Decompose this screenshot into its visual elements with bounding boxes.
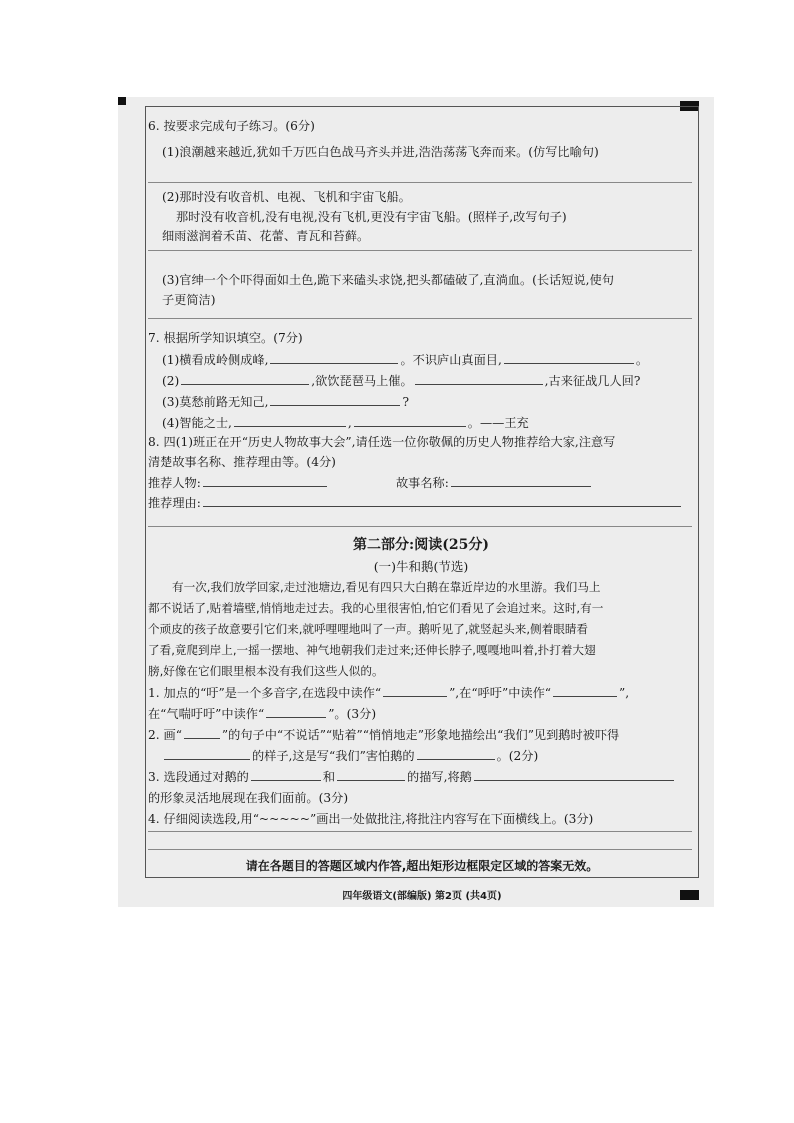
q8-story-blank[interactable] [451, 485, 591, 487]
q7-item2-text-a: (2) [162, 374, 180, 388]
q6-part2-example: 那时没有收音机,没有电视,没有飞机,更没有宇宙飞船。(照样子,改写句子) [176, 210, 567, 224]
q6-title: 6. 按要求完成句子练习。(6分) [148, 119, 315, 133]
rq3-text-c: 的描写,将鹅 [407, 770, 472, 784]
q7-item2-text-c: ,古来征战几人回? [544, 374, 641, 388]
q8-line2: 清楚故事名称、推荐理由等。(4分) [148, 455, 336, 469]
q7-item4 [162, 415, 529, 431]
q6-answer-line-1[interactable] [148, 182, 692, 183]
q8-line1: 8. 四(1)班正在开“历史人物故事大会”,请任选一位你敬佩的历史人物推荐给大家,注意写 [148, 435, 616, 449]
rq2-text-a: 2. 画“ [148, 728, 182, 742]
rq3-blank-2[interactable] [337, 779, 405, 781]
rq1-line2 [148, 706, 376, 722]
rq4-text-a: 4. 仔细阅读选段,用“ [148, 812, 259, 826]
corner-marker-top-left [118, 97, 126, 105]
rq4-line1 [148, 811, 593, 827]
rq1-text-c: ”, [619, 686, 630, 700]
q7-blank-1[interactable] [270, 362, 398, 364]
q6-answer-line-3[interactable] [148, 318, 692, 319]
rq3-line1 [148, 769, 676, 785]
q7-item3-text-a: (3)莫愁前路无知己, [162, 395, 269, 409]
q7-item3 [162, 394, 409, 410]
rq3-line2: 的形象灵活地展现在我们面前。(3分) [148, 791, 349, 805]
q8-reason-row [148, 495, 683, 511]
q6-part3-line1: (3)官绅一个个吓得面如土色,跪下来磕头求饶,把头都磕破了,直淌血。(长话短说,使句 [162, 273, 614, 287]
q7-blank-3[interactable] [181, 383, 309, 385]
q6-answer-line-2[interactable] [148, 250, 692, 251]
q8-person-label: 推荐人物: [148, 476, 201, 490]
q8-person-row [148, 475, 329, 491]
rq2-underline-sample [184, 737, 220, 739]
q6-part1: (1)浪潮越来越近,犹如千万匹白色战马齐头并进,浩浩荡荡飞奔而来。(仿写比喻句) [162, 145, 599, 159]
q7-blank-2[interactable] [504, 362, 634, 364]
rq1-text-d: 在“气喘吁吁”中读作“ [148, 707, 265, 721]
rq1-blank-2[interactable] [553, 695, 617, 697]
q7-item1-text-b: 。不识庐山真面目, [400, 353, 502, 367]
q8-story-label: 故事名称: [396, 476, 449, 490]
page-footer: 四年级语文(部编版) 第2页 (共4页) [342, 891, 502, 902]
q7-blank-5[interactable] [270, 404, 400, 406]
rq3-blank-1[interactable] [251, 779, 321, 781]
q7-item1 [162, 352, 648, 368]
q6-part3-line2: 子更简洁) [162, 293, 216, 307]
q7-blank-6[interactable] [234, 425, 346, 427]
rq4-wavy-line-sample: ~~~~~ [258, 812, 310, 826]
q6-part2-task: 细雨滋润着禾苗、花蕾、青瓦和苔藓。 [162, 229, 370, 243]
answer-area-notice: 请在各题目的答题区域内作答,超出矩形边框限定区域的答案无效。 [245, 859, 599, 873]
part2-title: 第二部分:阅读(25分) [353, 537, 489, 553]
rq3-blank-3[interactable] [474, 779, 674, 781]
passage-line-1: 有一次,我们放学回家,走过池塘边,看见有四只大白鹅在靠近岸边的水里游。我们马上 [172, 580, 601, 594]
rq2-line1 [148, 727, 619, 743]
rq3-text-a: 3. 选段通过对鹅的 [148, 770, 249, 784]
rq1-text-a: 1. 加点的“吁”是一个多音字,在选段中读作“ [148, 686, 382, 700]
rq1-line1 [148, 685, 629, 701]
passage-line-5: 膀,好像在它们眼里根本没有我们这些人似的。 [148, 664, 384, 678]
q7-item1-text-a: (1)横看成岭侧成峰, [162, 353, 269, 367]
rq2-blank-2[interactable] [417, 758, 495, 760]
rq1-blank-3[interactable] [266, 716, 326, 718]
q7-title: 7. 根据所学知识填空。(7分) [148, 331, 303, 345]
rq1-text-e: ”。(3分) [328, 707, 377, 721]
rq4-text-b: ”画出一处做批注,将批注内容写在下面横线上。(3分) [309, 812, 594, 826]
q7-item4-text-c: 。——王充 [467, 416, 529, 430]
rq2-text-c: 的样子,这是写“我们”害怕鹅的 [252, 749, 415, 763]
q6-part2: (2)那时没有收音机、电视、飞机和宇宙飞船。 [162, 190, 411, 204]
q8-reason-blank[interactable] [203, 505, 681, 507]
rq4-answer-line-1[interactable] [148, 831, 692, 832]
rq2-text-b: ”的句子中“不说话”“贴着”“悄悄地走”形象地描绘出“我们”见到鹅时被吓得 [221, 728, 620, 742]
rq2-blank-1[interactable] [164, 758, 250, 760]
rq2-text-d: 。(2分) [496, 749, 539, 763]
q7-item2 [162, 373, 640, 389]
rq1-blank-1[interactable] [383, 695, 447, 697]
q8-answer-line[interactable] [148, 526, 692, 527]
passage-line-2: 都不说话了,贴着墙壁,悄悄地走过去。我的心里很害怕,怕它们看见了会追过来。这时,有一 [148, 601, 604, 615]
q7-blank-7[interactable] [354, 425, 466, 427]
part2-subtitle: (一)牛和鹅(节选) [373, 559, 469, 574]
passage-line-3: 个顽皮的孩子故意要引它们来,就呼哩哩地叫了一声。鹅听见了,就竖起头来,侧着眼睛看 [148, 622, 589, 636]
rq4-answer-line-2[interactable] [148, 849, 692, 850]
passage-line-4: 了看,竟爬到岸上,一摇一摆地、神气地朝我们走过来;还伸长脖子,嘎嘎地叫着,扑打着大翅 [148, 643, 596, 657]
q8-person-blank[interactable] [203, 485, 327, 487]
rq1-text-b: ”,在“呼吁”中读作“ [449, 686, 551, 700]
q7-item4-text-a: (4)智能之士, [162, 416, 232, 430]
q7-blank-4[interactable] [415, 383, 543, 385]
q8-story-row [396, 475, 593, 491]
q7-item3-text-b: ? [402, 395, 409, 409]
q7-item1-text-c: 。 [635, 353, 649, 367]
rq3-text-b: 和 [322, 770, 336, 784]
rq2-line2 [162, 748, 538, 764]
q8-reason-label: 推荐理由: [148, 496, 201, 510]
q7-item2-text-b: ,欲饮琵琶马上催。 [311, 374, 413, 388]
q7-item4-text-b: , [347, 416, 352, 430]
